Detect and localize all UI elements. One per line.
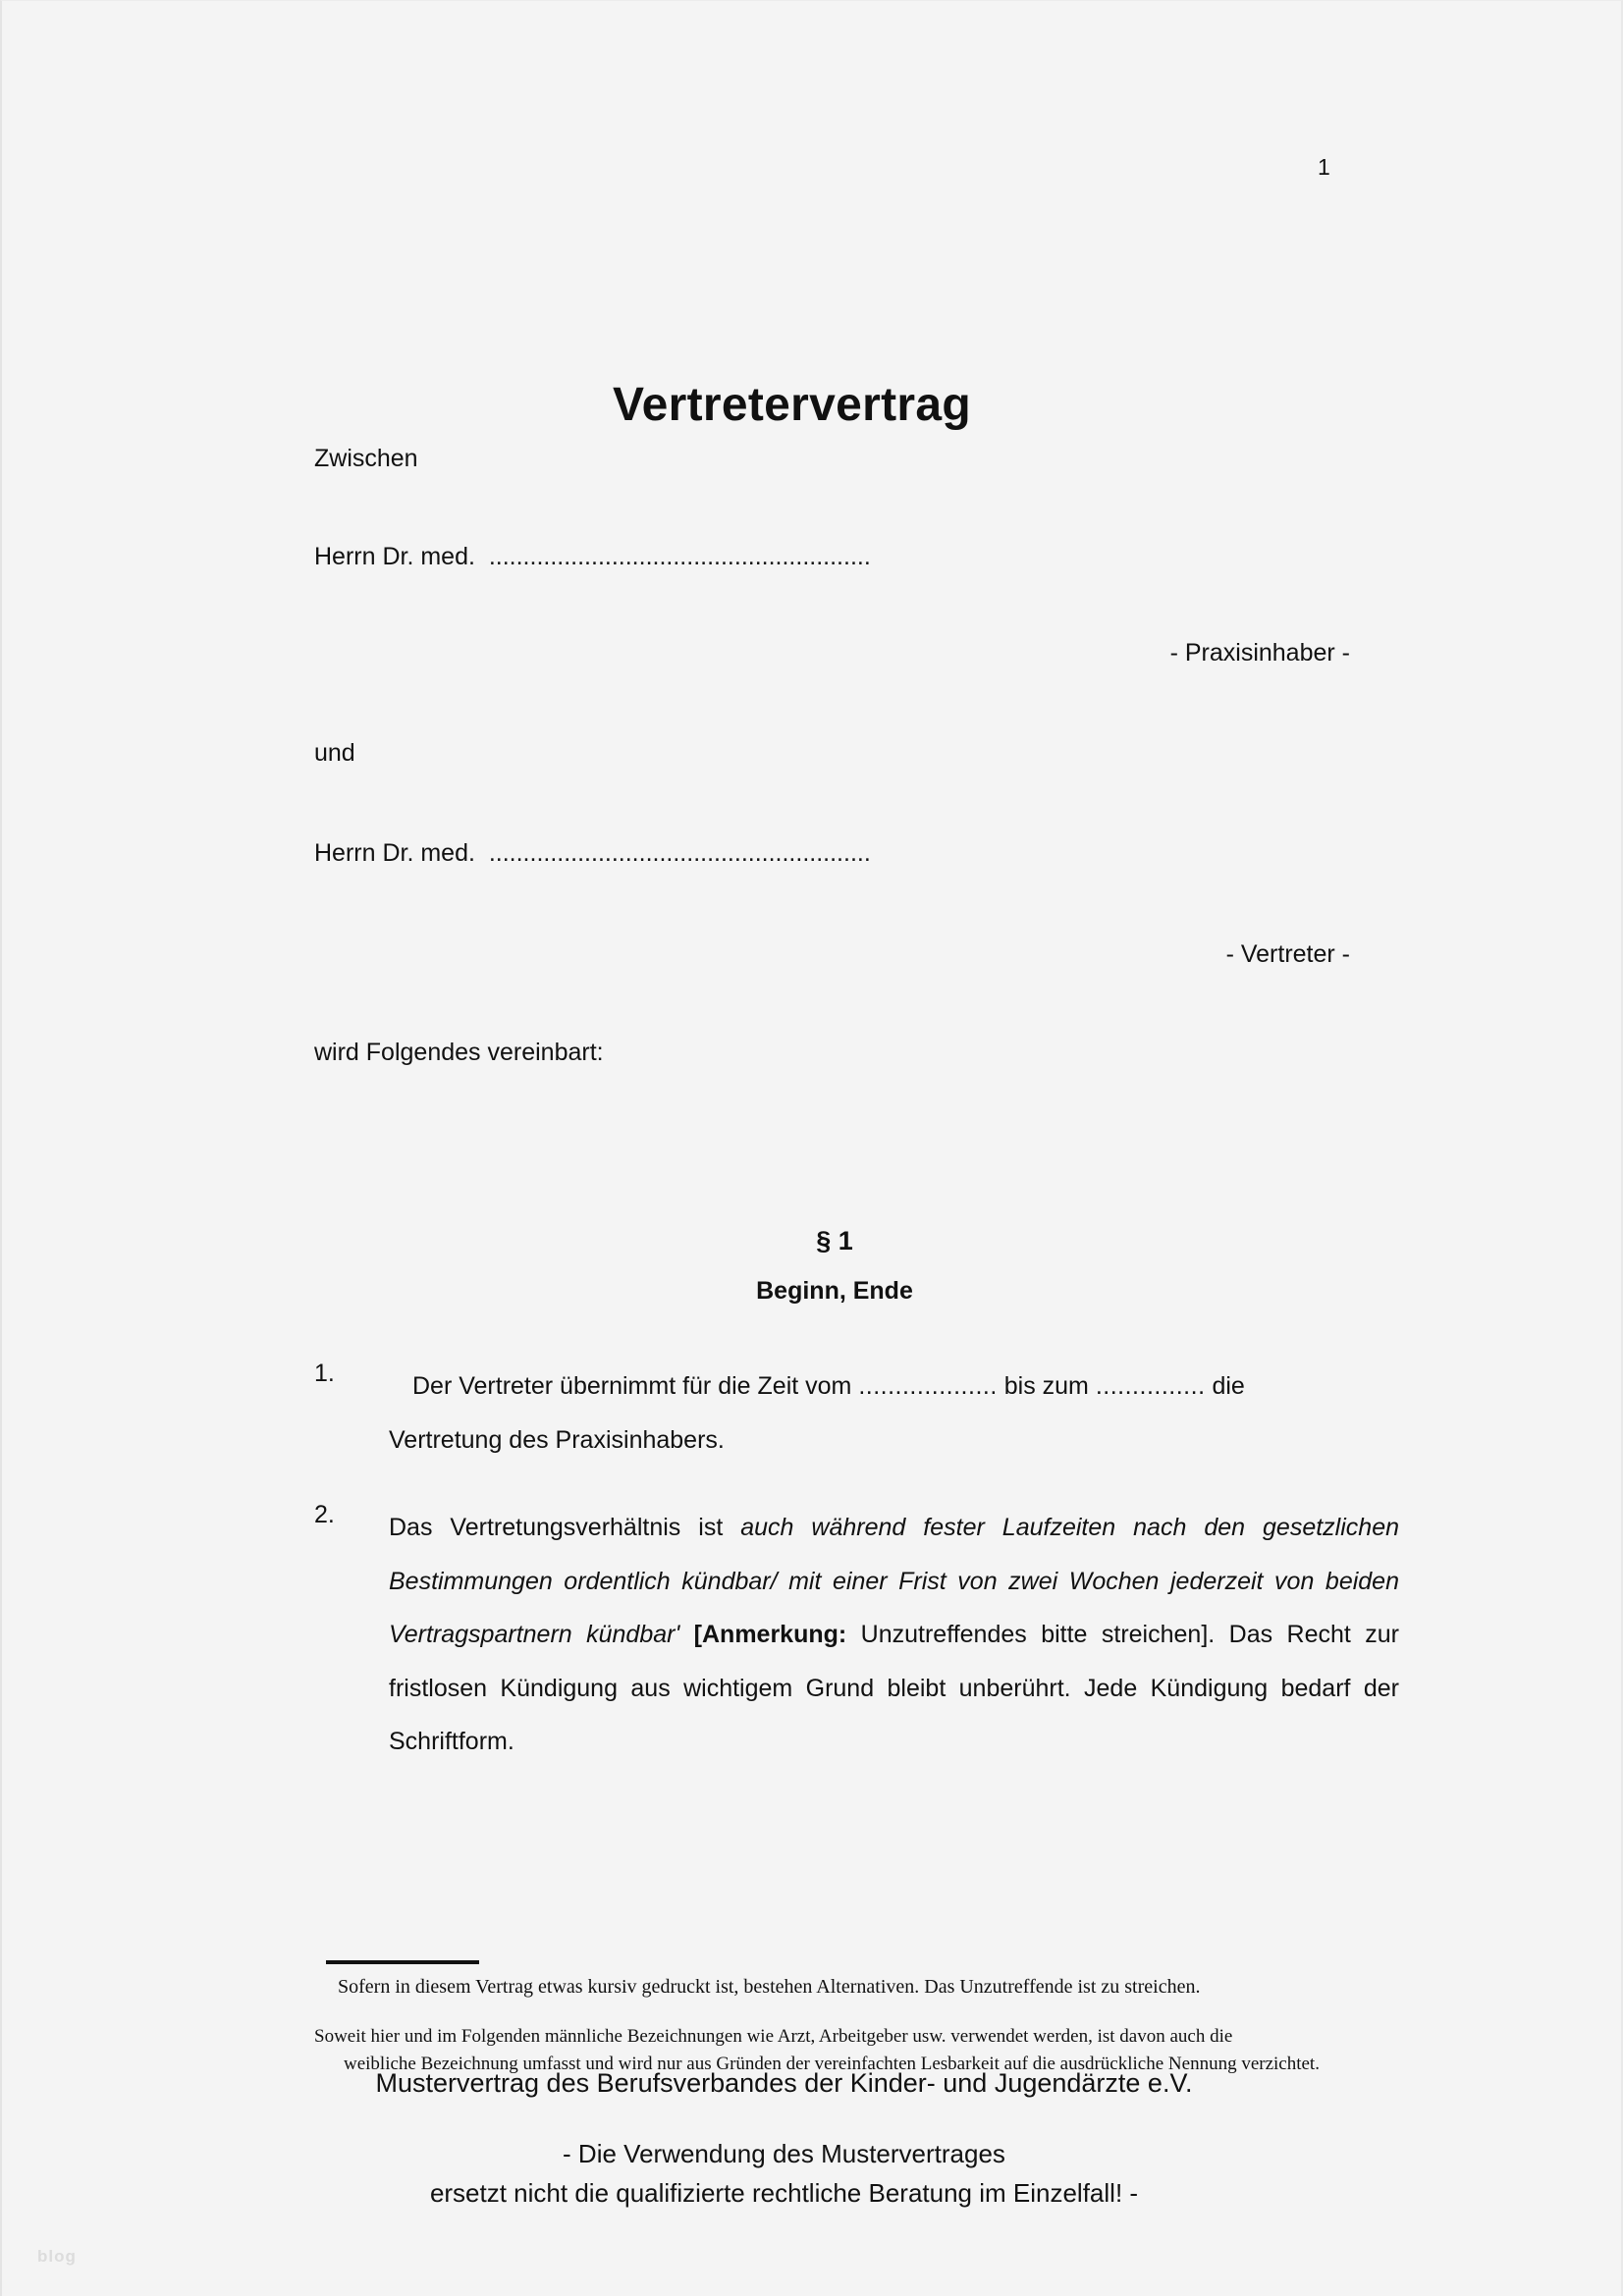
clause-2-segment-bold: [Anmerkung: (679, 1621, 847, 1648)
clause-2-segment-regular-1: Das Vertretungsverhältnis ist (389, 1514, 741, 1541)
blog-watermark: blog (37, 2247, 77, 2266)
footnote-2-line-2: weibliche Bezeichnung umfasst und wird nur aus Gründen der vereinfachten Lesbarkeit auf die ausdrückliche Nennung verzichtet. (344, 2053, 1320, 2074)
footnote-separator-rule (326, 1960, 479, 1964)
clause-2-number: 2. (314, 1501, 335, 1528)
party-one-line: Herrn Dr. med. ........................................................ (314, 543, 871, 570)
party-two-line: Herrn Dr. med. ........................................................ (314, 839, 871, 867)
clause-2-text (389, 1501, 1399, 1769)
clause-1-line1-after: die (1205, 1372, 1245, 1400)
party-two-role: - Vertreter - (1225, 940, 1350, 968)
clause-1-line1-mid: bis zum (997, 1372, 1096, 1400)
clause-2 (314, 1501, 1399, 1769)
page-title: Vertretervertrag (612, 379, 971, 432)
footnote-2-line-1: Soweit hier und im Folgenden männliche Bezeichnungen wie Arzt, Arbeitgeber usw. verwendet werden, ist davon auch die (314, 2026, 1233, 2047)
clause-1-line2: Vertretung des Praxisinhabers. (389, 1425, 725, 1454)
preamble-between-label: Zwischen (314, 445, 418, 472)
preamble-conjunction: und (314, 739, 355, 767)
disclaimer-line-1: - Die Verwendung des Mustervertrages (563, 2139, 1005, 2168)
party-one-role: - Praxisinhaber - (1169, 639, 1350, 667)
agreement-intro: wird Folgendes vereinbart: (314, 1039, 604, 1066)
section-heading: Beginn, Ende (756, 1277, 913, 1305)
source-attribution-line: Mustervertrag des Berufsverbandes der Kinder- und Jugendärzte e.V. (375, 2068, 1193, 2098)
clause-1-dots-b: ............... (1095, 1372, 1206, 1400)
clause-1-text (389, 1360, 1399, 1467)
clause-2-segment-italic: auch während fester Laufzeiten nach den gesetzlichen Bestimmungen ordentlich kündbar/ mit einer Frist von zwei Wochen jederzeit von beiden Vertragspartnern kündbar' (389, 1514, 1400, 1648)
section-number: § 1 (816, 1226, 853, 1255)
clause-2-segment-regular-2: Unzutreffendes bitte streichen]. Das Recht zur fristlosen Kündigung aus wichtigem Grund bleibt unberührt. Jede Kündigung bedarf der Schriftform. (389, 1621, 1400, 1755)
clause-1 (314, 1360, 1399, 1467)
clause-1-line1-before: Der Vertreter übernimmt für die Zeit vom (412, 1372, 859, 1400)
clause-1-number: 1. (314, 1360, 335, 1387)
clause-1-dots-a: ................... (858, 1372, 998, 1400)
footnote-1: Sofern in diesem Vertrag etwas kursiv gedruckt ist, bestehen Alternativen. Das Unzutreffende ist zu streichen. (338, 1976, 1201, 1998)
page-number: 1 (1318, 154, 1330, 180)
disclaimer-line-2: ersetzt nicht die qualifizierte rechtliche Beratung im Einzelfall! - (429, 2178, 1139, 2208)
